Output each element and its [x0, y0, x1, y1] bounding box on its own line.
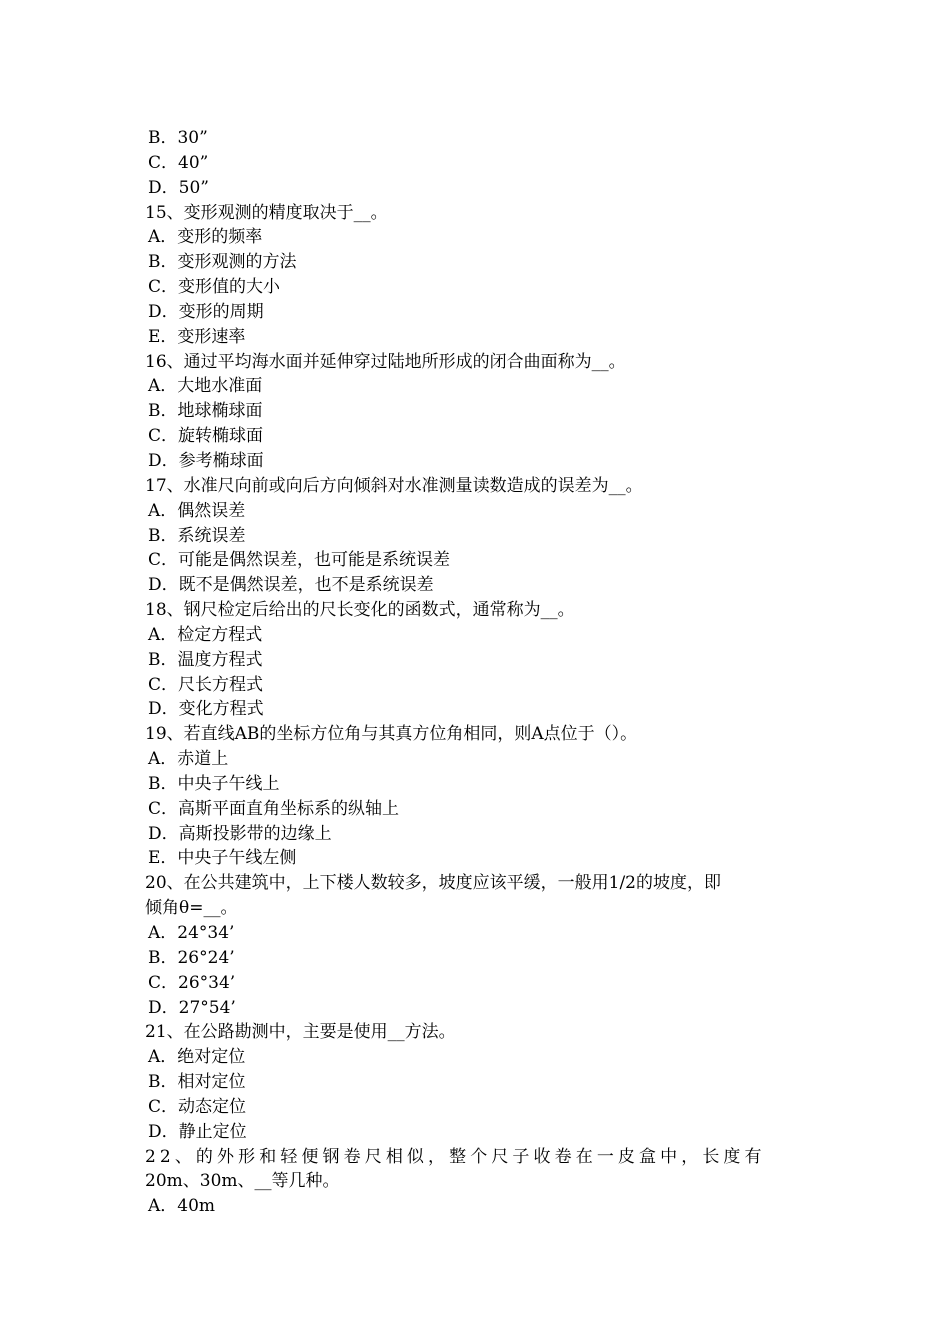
- q19-option-c: C．高斯平面直角坐标系的纵轴上: [148, 798, 400, 819]
- q18-option-a: A．检定方程式: [148, 624, 263, 645]
- q17-option-c: C．可能是偶然误差，也可能是系统误差: [148, 550, 451, 571]
- q19-option-a: A．赤道上: [148, 749, 229, 770]
- question-22-line-1: 22、的外形和轻便钢卷尺相似，整个尺子收卷在一皮盒中，长度有: [145, 1146, 766, 1167]
- q17-option-a: A．偶然误差: [148, 500, 246, 521]
- q16-option-d: D．参考椭球面: [148, 450, 264, 471]
- question-22-line-2: 20m、30m、__等几种。: [145, 1171, 340, 1192]
- q15-option-a: A．变形的频率: [148, 227, 263, 248]
- question-15: 15、变形观测的精度取决于__。: [145, 202, 388, 223]
- q18-option-c: C．尺长方程式: [148, 674, 264, 695]
- q21-option-a: A．绝对定位: [148, 1047, 246, 1068]
- option-c-40: C．40”: [148, 152, 209, 173]
- q15-option-d: D．变形的周期: [148, 301, 264, 322]
- question-19: 19、若直线AB的坐标方位角与其真方位角相同，则A点位于（）。: [145, 724, 638, 745]
- q21-option-c: C．动态定位: [148, 1096, 247, 1117]
- question-16: 16、通过平均海水面并延伸穿过陆地所形成的闭合曲面称为__。: [145, 351, 626, 372]
- q20-option-b: B．26°24’: [148, 947, 235, 968]
- q15-option-c: C．变形值的大小: [148, 277, 281, 298]
- q21-option-b: B．相对定位: [148, 1072, 246, 1093]
- question-20-line-1: 20、在公共建筑中，上下楼人数较多，坡度应该平缓，一般用1/2的坡度，即: [145, 873, 721, 894]
- q17-option-d: D．既不是偶然误差，也不是系统误差: [148, 575, 434, 596]
- q15-option-b: B．变形观测的方法: [148, 252, 297, 273]
- q20-option-a: A．24°34’: [148, 923, 235, 943]
- q20-option-c: C．26°34’: [148, 972, 236, 993]
- q19-option-e: E．中央子午线左侧: [148, 848, 297, 869]
- q18-option-d: D．变化方程式: [148, 699, 264, 720]
- q16-option-b: B．地球椭球面: [148, 401, 263, 422]
- q19-option-d: D．高斯投影带的边缘上: [148, 823, 332, 844]
- option-b-30: B．30”: [148, 128, 208, 148]
- question-17: 17、水准尺向前或向后方向倾斜对水准测量读数造成的误差为__。: [145, 475, 643, 496]
- q16-option-a: A．大地水准面: [148, 376, 263, 397]
- question-20-line-2: 倾角θ=__。: [145, 898, 238, 919]
- question-18: 18、钢尺检定后给出的尺长变化的函数式，通常称为__。: [145, 600, 575, 621]
- q20-option-d: D．27°54’: [148, 997, 236, 1018]
- question-list: [145, 126, 807, 1219]
- q22-option-a: A．40m: [148, 1196, 216, 1217]
- q18-option-b: B．温度方程式: [148, 649, 263, 670]
- option-d-50: D．50”: [148, 177, 209, 198]
- q19-option-b: B．中央子午线上: [148, 773, 280, 794]
- q16-option-c: C．旋转椭球面: [148, 426, 264, 447]
- q15-option-e: E．变形速率: [148, 326, 246, 347]
- q21-option-d: D．静止定位: [148, 1121, 247, 1142]
- question-21: 21、在公路勘测中，主要是使用__方法。: [145, 1022, 456, 1043]
- q17-option-b: B．系统误差: [148, 525, 246, 546]
